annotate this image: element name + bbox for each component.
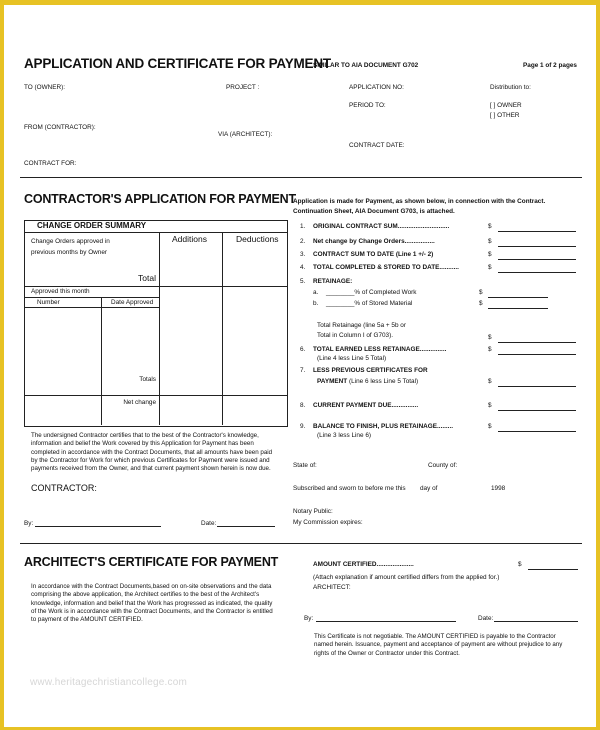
number-header: Number [37, 299, 60, 306]
amount-certified-field[interactable] [528, 569, 578, 570]
approved-this-month-label: Approved this month [31, 288, 90, 295]
less-previous-payment-label: PAYMENT [317, 378, 348, 385]
contract-for-label: CONTRACT FOR: [24, 160, 77, 167]
notary-public-label: Notary Public: [293, 508, 333, 515]
architect-section-title: ARCHITECT'S CERTIFICATE FOR PAYMENT [24, 555, 279, 569]
current-payment-due-label: CURRENT PAYMENT DUE............... [313, 402, 419, 409]
net-change-orders-field[interactable] [498, 246, 576, 247]
contractor-date-field[interactable] [217, 526, 275, 527]
architect-date-label: Date: [478, 615, 494, 622]
commission-expires-label: My Commission expires: [293, 519, 363, 526]
not-negotiable-text: This Certificate is not negotiable. The AMOUNT CERTIFIED is payable to the Contractor named herein. Issuance, payment and acceptance of payment are without prejudice to any rights of the Owner or Contractor under this Contract. [314, 633, 563, 657]
architect-date-field[interactable] [494, 621, 578, 622]
retainage-completed-field[interactable] [488, 297, 548, 298]
from-contractor-label: FROM (CONTRACTOR): [24, 124, 96, 131]
retainage-stored-field[interactable] [488, 308, 548, 309]
original-contract-sum-field[interactable] [498, 231, 576, 232]
period-to-label: PERIOD TO: [349, 102, 386, 109]
page-count: Page 1 of 2 pages [523, 62, 577, 69]
architect-by-label: By: [304, 615, 314, 622]
state-of-label: State of: [293, 462, 317, 469]
less-previous-note: (Line 6 less Line 5 Total) [349, 378, 419, 385]
payment-form-page: APPLICATION AND CERTIFICATE FOR PAYMENT SIMILAR TO AIA DOCUMENT G702 Page 1 of 2 pages TO (OWNER): PROJECT : APPLICATION NO: Distribution to: PERIOD TO: [ ] OWNER [ ] OTHER FROM (CONTRACTOR): VIA (ARCHITECT): CONTRACT DATE: CONTRACT FOR: CONTRACTOR'S APPLICATION FOR PAYMENT Application is made for Payment, as shown below, in connection with the Contract. Continuation Sheet, AIA Document G703, is attached. CHANGE ORDER SUMMARY Change Orders approved in previous months by Owner Additions Deductions Total Approved this month Number Date Approved Totals Net change 1. ORIGINAL CONTRACT SUM............................. $ 2. Net change by Change Orders................. $ 3. CONTRACT SUM TO DATE (Line 1 +/- 2) $ 4. TOTAL COMPLETED & STORED TO DATE........... $ 5. RETAINAGE: a. ________% of Completed Work $ b. ________% of Stored Material $ Total Retainage (line 5a + 5b or Total in Column I of G703). $ 6. TOTAL EARNED LESS RETAINAGE............... $ (Line 4 less Line 5 Total) 7. LESS PREVIOUS CERTIFICATES FOR PAYMENT (Line 6 less Line 5 Total) $ 8. CURRENT PAYMENT DUE............... $ 9. BALANCE TO FINISH, PLUS RETAINAGE......... $ (Line 3 less Line 6) The undersigned Contractor certifies that to the best of the Contractor's knowledge, information and belief the Work covered by this Application for Payment has been completed in accordance with the Contract Documents, that all amounts have been paid by the Contractor for Work for which previous Certificates for Payment were issued and payments received from the Owner, and that current payment shown herein is now due. CONTRACTOR: By: Date: State of: County of: Subscribed and sworn to before me this day of 1998 Notary Public: My Commission expires: ARCHITECT'S CERTIFICATE FOR PAYMENT In accordance with the Contract Documents,based on on-site observations and the data comprising the above application, the Architect certifies to the best of the Architect's knowledge, information and belief that the Work has progressed as indicated, the quality of the Work is in accordance with the Contract Documents, and the Contractor is entitled to payment of the AMOUNT CERTIFIED. AMOUNT CERTIFIED..................... $ (Attach explanation if amount certified differs from the applied for.) ARCHITECT: By: Date: This Certificate is not negotiable. The AMOUNT CERTIFIED is payable to the Contractor named herein. Issuance, payment and acceptance of payment are without prejudice to any rights of the Owner or Contractor under this Contract. www.heritagechristiancollege.com [4, 5, 596, 727]
total-retainage-line1: Total Retainage (line 5a + 5b or [317, 322, 406, 329]
watermark-text: www.heritagechristiancollege.com [30, 677, 188, 688]
total-earned-note: (Line 4 less Line 5 Total) [317, 355, 387, 362]
county-of-label: County of: [428, 462, 458, 469]
header-divider [20, 177, 582, 178]
total-completed-field[interactable] [498, 272, 576, 273]
total-retainage-line2: Total in Column I of G703). [317, 332, 394, 339]
via-architect-label: VIA (ARCHITECT): [218, 131, 273, 138]
day-of-label: day of [420, 485, 438, 492]
contractor-section-title: CONTRACTOR'S APPLICATION FOR PAYMENT [24, 192, 296, 206]
to-owner-label: TO (OWNER): [24, 84, 66, 91]
retainage-stored-label: ________% of Stored Material [326, 300, 413, 307]
total-retainage-field[interactable] [498, 342, 576, 343]
architect-divider [20, 543, 582, 544]
net-change-orders-label: Net change by Change Orders................. [313, 238, 435, 245]
subscribed-label: Subscribed and sworn to before me this [293, 485, 406, 492]
original-contract-sum-label: ORIGINAL CONTRACT SUM............................. [313, 223, 450, 230]
application-intro-1: Application is made for Payment, as shown below, in connection with the Contract. [293, 198, 546, 205]
form-title: APPLICATION AND CERTIFICATE FOR PAYMENT [24, 56, 331, 71]
contract-sum-to-date-field[interactable] [498, 259, 576, 260]
current-payment-due-field[interactable] [498, 410, 576, 411]
project-label: PROJECT : [226, 84, 260, 91]
application-intro-2: Continuation Sheet, AIA Document G703, is attached. [293, 208, 455, 215]
other-checkbox[interactable]: [ ] OTHER [490, 112, 520, 119]
contractor-by-field[interactable] [35, 526, 161, 527]
attach-explanation-note: (Attach explanation if amount certified differs from the applied for.) [313, 574, 500, 581]
less-previous-field[interactable] [498, 386, 576, 387]
balance-to-finish-label: BALANCE TO FINISH, PLUS RETAINAGE......... [313, 423, 454, 430]
contractor-date-label: Date: [201, 520, 217, 527]
retainage-completed-label: ________% of Completed Work [326, 289, 417, 296]
total-earned-label: TOTAL EARNED LESS RETAINAGE............... [313, 346, 447, 353]
contractor-certification-text: The undersigned Contractor certifies that to the best of the Contractor's knowledge, information and belief the Work covered by this Application for Payment has been completed in accordance with the Contract Documents, that all amounts have been paid by the Contractor for Work for which previous Certificates for Payment were issued and payments received from the Owner, and that current payment shown herein is now due. [31, 432, 273, 472]
change-order-summary-title: CHANGE ORDER SUMMARY [37, 221, 147, 230]
deductions-header: Deductions [236, 234, 279, 244]
application-no-label: APPLICATION NO: [349, 84, 404, 91]
net-change-label: Net change [123, 399, 156, 406]
date-approved-header: Date Approved [111, 299, 154, 306]
architect-certification-text: In accordance with the Contract Documents,based on on-site observations and the data comprising the above application, the Architect certifies to the best of the Architect's knowledge, information and belief that the Work has progressed as indicated, the quality of the Work is in accordance with the Contract Documents, and the Contractor is entitled to payment of the AMOUNT CERTIFIED. [31, 583, 273, 623]
contractor-by-label: By: [24, 520, 34, 527]
retainage-label: RETAINAGE: [313, 278, 353, 285]
contract-date-label: CONTRACT DATE: [349, 142, 405, 149]
total-completed-label: TOTAL COMPLETED & STORED TO DATE........... [313, 264, 459, 271]
distribution-label: Distribution to: [490, 84, 531, 91]
additions-header: Additions [172, 234, 207, 244]
balance-to-finish-field[interactable] [498, 431, 576, 432]
less-previous-label: LESS PREVIOUS CERTIFICATES FOR [313, 367, 428, 374]
contract-sum-to-date-label: CONTRACT SUM TO DATE (Line 1 +/- 2) [313, 251, 434, 258]
year-value: 1998 [491, 485, 506, 492]
similar-document-label: SIMILAR TO AIA DOCUMENT G702 [313, 62, 419, 69]
architect-signature-label: ARCHITECT: [313, 584, 351, 591]
total-earned-field[interactable] [498, 354, 576, 355]
amount-certified-label: AMOUNT CERTIFIED..................... [313, 561, 414, 568]
total-label: Total [138, 273, 156, 283]
prev-change-orders-line2: previous months by Owner [31, 249, 108, 256]
balance-to-finish-note: (Line 3 less Line 6) [317, 432, 371, 439]
prev-change-orders-line1: Change Orders approved in [31, 238, 110, 245]
totals-label: Totals [139, 376, 156, 383]
architect-by-field[interactable] [316, 621, 456, 622]
owner-checkbox[interactable]: [ ] OWNER [490, 102, 522, 109]
contractor-signature-label: CONTRACTOR: [31, 483, 97, 493]
